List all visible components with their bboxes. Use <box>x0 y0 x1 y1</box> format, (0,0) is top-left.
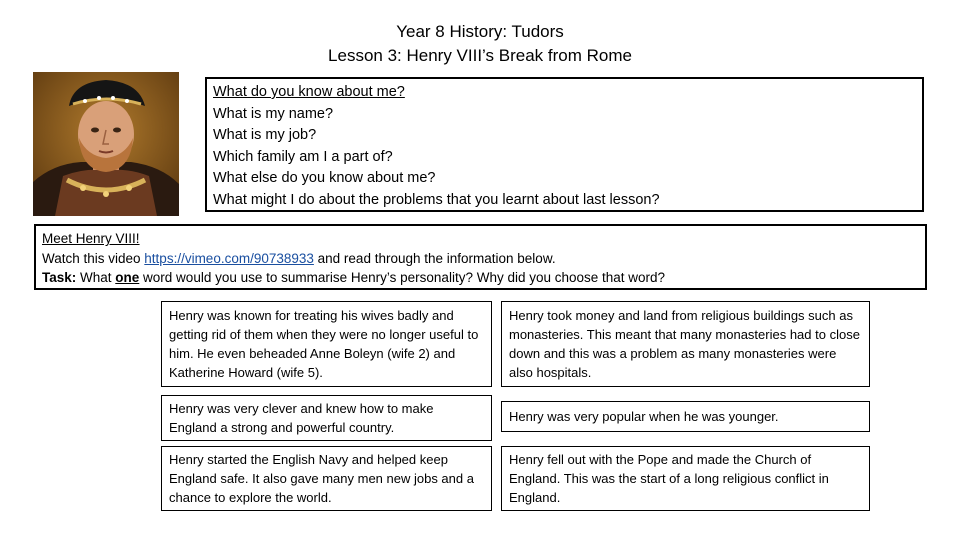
question-item: What else do you know about me? <box>213 170 436 186</box>
title-line-2: Lesson 3: Henry VIII’s Break from Rome <box>328 46 632 65</box>
fact-text: Henry was very popular when he was younger. <box>509 409 779 424</box>
fact-box-clever <box>161 395 492 441</box>
questions-box <box>205 77 924 212</box>
fact-text: Henry started the English Navy and helped keep England safe. It also gave many men new jobs and a chance to explore the world. <box>169 452 474 505</box>
task-instruction <box>42 268 919 288</box>
watch-text-before: Watch this video <box>42 250 145 266</box>
task-text-before: What <box>76 270 116 285</box>
question-item: What is my name? <box>213 105 334 122</box>
watch-instruction <box>42 249 919 269</box>
question-item: What is my job? <box>213 127 317 143</box>
task-text-after: word would you use to summarise Henry’s personality? Why did you choose that word? <box>139 270 666 285</box>
fact-text: Henry was known for treating his wives badly and getting rid of them when they were no longer useful to him. He even beheaded Anne Boleyn (wife 2) and Katherine Howard (wife 5). <box>169 308 479 380</box>
question-item: What might I do about the problems that you learnt about last lesson? <box>213 191 660 208</box>
question-item: Which family am I a part of? <box>213 148 393 165</box>
lesson-title <box>0 20 960 68</box>
questions-heading: What do you know about me? <box>213 84 405 100</box>
henry-viii-portrait <box>33 72 179 216</box>
fact-box-monasteries <box>501 301 870 387</box>
video-link[interactable]: https://vimeo.com/90738933 <box>144 250 314 266</box>
meet-heading: Meet Henry VIII! <box>42 231 140 246</box>
fact-box-popular <box>501 401 870 432</box>
task-emphasis: one <box>115 270 140 285</box>
fact-text: Henry was very clever and knew how to make England a strong and powerful country. <box>169 401 434 435</box>
title-line-1: Year 8 History: Tudors <box>396 22 564 41</box>
fact-box-wives <box>161 301 492 387</box>
meet-henry-box <box>34 224 927 290</box>
watch-text-after: and read through the information below. <box>313 250 556 266</box>
fact-box-pope <box>501 446 870 511</box>
task-label: Task: <box>42 270 77 285</box>
fact-box-navy <box>161 446 492 511</box>
fact-text: Henry took money and land from religious buildings such as monasteries. This meant that many monasteries had to close down and this was a problem as many monasteries were also hospitals. <box>509 308 860 380</box>
fact-text: Henry fell out with the Pope and made the Church of England. This was the start of a long religious conflict in England. <box>509 452 829 505</box>
